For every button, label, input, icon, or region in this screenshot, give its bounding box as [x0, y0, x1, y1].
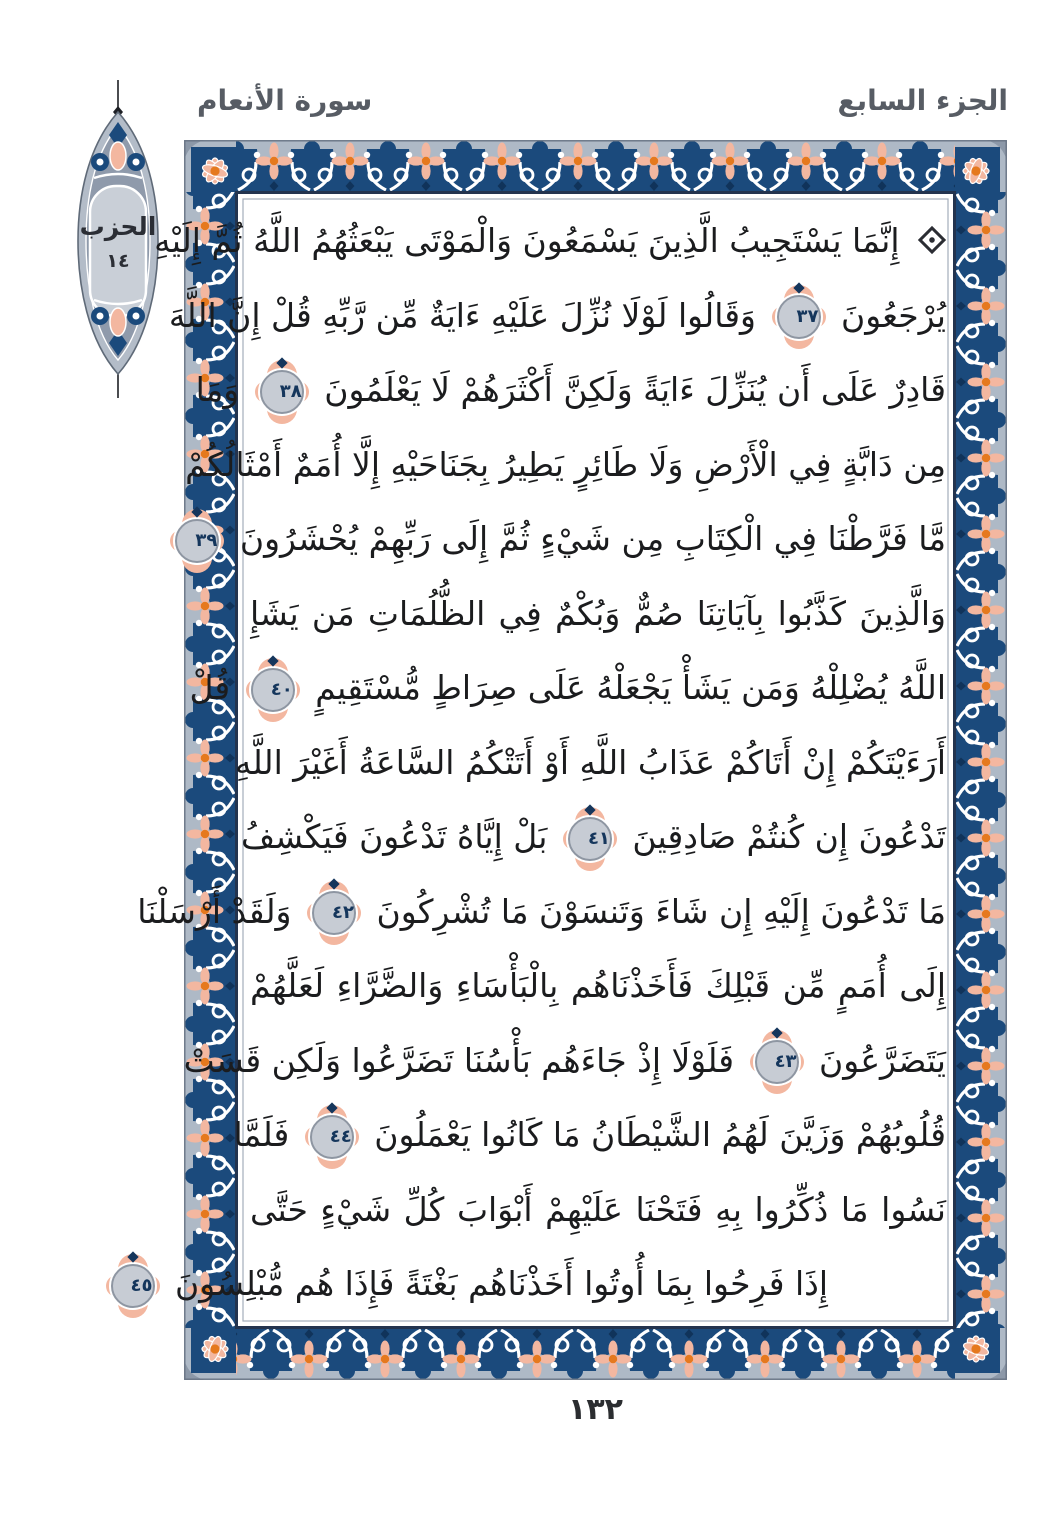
verse-number: ٤٢ [332, 902, 354, 923]
verse-text: وَالَّذِينَ كَذَّبُوا بِآيَاتِنَا صُمٌّ وَبُكْمٌ فِي الظُّلُمَاتِ مَن يَشَإِ [250, 593, 946, 633]
quran-line [250, 949, 946, 1024]
juz-header: الجزء السابع [837, 84, 1008, 117]
verse-text: يَتَضَرَّعُونَ [819, 1040, 946, 1080]
rub-el-hizb-icon [918, 225, 946, 253]
verse-number: ٤١ [587, 827, 610, 849]
verse-text: فَلَمَّا [233, 1115, 290, 1154]
verse-number: ٣٩ [195, 529, 218, 551]
hizb-label: الحزب [79, 212, 157, 241]
verse-end-marker [312, 891, 356, 935]
verse-text: إِنَّمَا يَسْتَجِيبُ الَّذِينَ يَسْمَعُونَ وَالْمَوْتَى يَبْعَثُهُمُ اللَّهُ ثُمَّ إِلَيْهِ [154, 221, 900, 260]
verse-text: إِلَى أُمَمٍ مِّن قَبْلِكَ فَأَخَذْنَاهُم بِالْبَأْسَاءِ وَالضَّرَّاءِ لَعَلَّهُمْ [250, 966, 946, 1005]
quran-line [189, 651, 946, 726]
verse-text: اللَّهُ يُضْلِلْهُ وَمَن يَشَأْ يَجْعَلْهُ عَلَى صِرَاطٍ مُّسْتَقِيمٍ [315, 668, 946, 707]
quran-line [195, 353, 946, 428]
quran-line [154, 204, 946, 279]
verse-text: مَا تَدْعُونَ إِلَيْهِ إِن شَاءَ وَتَنسَوْنَ مَا تُشْرِكُونَ [376, 891, 946, 931]
verse-end-marker [777, 295, 821, 339]
verse-text: بَلْ إِيَّاهُ تَدْعُونَ فَيَكْشِفُ [241, 817, 548, 856]
verse-text: وَلَقَدْ أَرْسَلْنَا [137, 891, 292, 931]
verse-text: وَقَالُوا لَوْلَا نُزِّلَ عَلَيْهِ ءَايَةٌ مِّن رَّبِّهِ قُلْ إِنَّ اللَّهَ [168, 295, 756, 335]
hizb-number: ١٤ [106, 250, 130, 272]
quran-line [241, 800, 946, 875]
verse-end-marker [111, 1264, 155, 1308]
verse-number: ٤٤ [329, 1125, 352, 1147]
verse-text: قُلْ [189, 668, 231, 707]
quran-line [168, 279, 946, 354]
verse-end-marker [568, 817, 612, 861]
verse-text: مِن دَابَّةٍ فِي الْأَرْضِ وَلَا طَائِرٍ يَطِيرُ بِجَنَاحَيْهِ إِلَّا أُمَمٌ أَمْثَالُكُمْ [185, 444, 946, 484]
quran-text-block [130, 204, 946, 1322]
quran-line [195, 502, 946, 577]
verse-end-marker [310, 1115, 354, 1159]
verse-number: ٤٠ [270, 678, 293, 700]
verse-text: فَلَوْلَا إِذْ جَاءَهُم بَأْسُنَا تَضَرَّعُوا وَلَكِن قَسَتْ [183, 1040, 735, 1080]
verse-number: ٤٥ [130, 1274, 153, 1296]
quran-line [137, 875, 946, 950]
quran-line [233, 1098, 946, 1173]
quran-line [185, 428, 946, 503]
quran-line [250, 1173, 946, 1248]
verse-text: تَدْعُونَ إِن كُنتُمْ صَادِقِينَ [632, 817, 946, 856]
verse-text: يُرْجَعُونَ [841, 295, 946, 335]
verse-end-marker [251, 668, 295, 712]
verse-number: ٤٣ [774, 1051, 797, 1072]
verse-end-marker [260, 370, 304, 414]
verse-text: أَرَءَيْتَكُمْ إِنْ أَتَاكُمْ عَذَابُ اللَّهِ أَوْ أَتَتْكُمُ السَّاعَةُ أَغَيْرَ اللَّهِ [234, 742, 946, 782]
verse-number: ٣٨ [279, 380, 302, 402]
quran-line [234, 726, 946, 801]
surah-header: سورة الأنعام [197, 84, 373, 117]
page-number: ١٣٢ [568, 1392, 623, 1427]
verse-number: ٣٧ [796, 306, 819, 327]
verse-text: مَّا فَرَّطْنَا فِي الْكِتَابِ مِن شَيْءٍ ثُمَّ إِلَى رَبِّهِمْ يُحْشَرُونَ [239, 519, 946, 558]
quran-line [130, 1247, 828, 1322]
quran-line [183, 1024, 946, 1099]
verse-text: إِذَا فَرِحُوا بِمَا أُوتُوا أَخَذْنَاهُم بَغْتَةً فَإِذَا هُم مُّبْلِسُونَ [175, 1264, 828, 1303]
verse-text: وَمَا [195, 370, 240, 409]
verse-text: قُلُوبُهُمْ وَزَيَّنَ لَهُمُ الشَّيْطَانُ مَا كَانُوا يَعْمَلُونَ [374, 1115, 946, 1154]
verse-text: نَسُوا مَا ذُكِّرُوا بِهِ فَتَحْنَا عَلَيْهِمْ أَبْوَابَ كُلِّ شَيْءٍ حَتَّى [250, 1189, 946, 1229]
verse-end-marker [755, 1040, 799, 1084]
quran-lines [130, 204, 946, 1322]
quran-line [250, 577, 946, 652]
verse-end-marker [175, 519, 219, 563]
verse-text: قَادِرٌ عَلَى أَن يُنَزِّلَ ءَايَةً وَلَكِنَّ أَكْثَرَهُمْ لَا يَعْلَمُونَ [324, 370, 946, 409]
